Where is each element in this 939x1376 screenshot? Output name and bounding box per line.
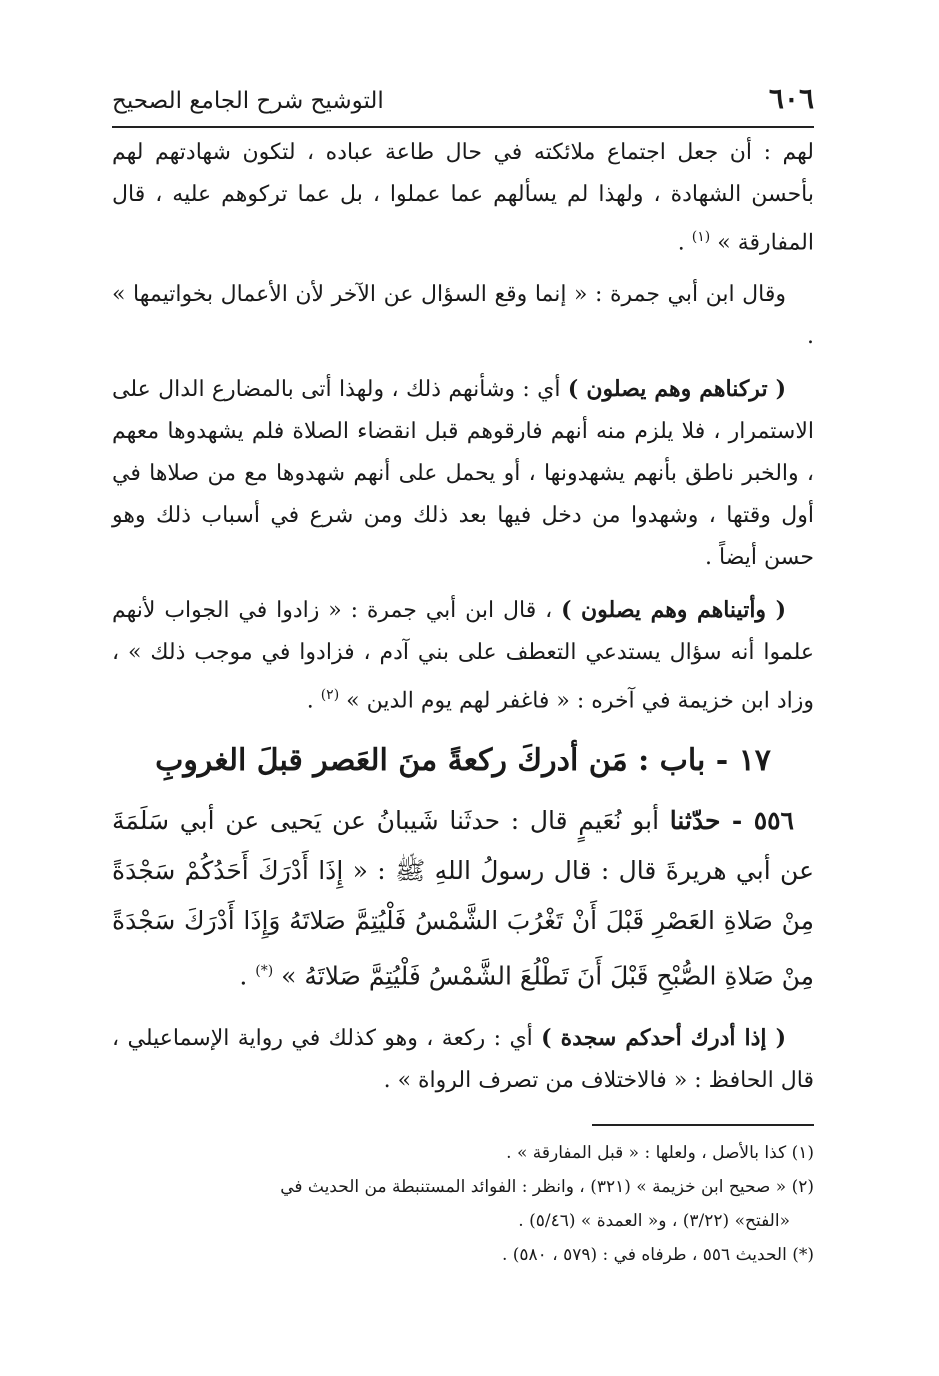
paragraph-text: وقال ابن أبي جمرة : « إنما وقع السؤال عن الآخر لأن الأعمال بخواتيمها » .: [112, 282, 814, 350]
footnote-1: (١) كذا بالأصل ، ولعلها : « قبل المفارقة » .: [506, 1142, 814, 1163]
footnote-2-line-2: «الفتح» (٣/٢٢) ، و« العمدة » (٥/٤٦) .: [518, 1210, 790, 1231]
paragraph-text: أي : وشأنهم ذلك ، ولهذا أتى بالمضارع الدال على الاستمرار ، فلا يلزم منه أنهم فارقوهم قبل انقضاء الصلاة فلم يشهدوها معهم ، والخبر ناطق بأنهم يشهدونها ، أو يحمل على أنهم شهدوها مع من صلاها في أول وقتها ، وشهدوا من دخل فيها بعد ذلك ومن شرع في أسباب ذلك وهو حسن أيضاً .: [112, 377, 814, 571]
footnote-3: (*) الحديث ٥٥٦ ، طرفاه في : (٥٧٩ ، ٥٨٠) .: [501, 1244, 814, 1265]
hadith-body: أبو نُعَيمٍ قال : حدثَنا شَيبانُ عن يَحيى عن أبي سَلَمَةَ عن أبي هريرةَ قال : قال رسولُ اللهِ ﷺ : « إِذَا أَدْرَكَ أَحَدُكُمْ سَجْدَةً مِنْ صَلاةِ العَصْرِ قَبْلَ أَنْ تَغْرُبَ الشَّمْسُ فَلْيُتِمَّ صَلاتَهُ وَإِذَا أَدْرَكَ سَجْدَةً مِنْ صَلاةِ الصُّبْحِ قَبْلَ أَنَ تَطْلُعَ الشَّمْسُ فَلْيُتِمَّ صَلاتَهُ »: [112, 805, 814, 990]
paragraph-text: لهم : أن جعل اجتماع ملائكته في حال طاعة عباده ، لتكون شهادتهم لهم بأحسن الشهادة ، ولهذا لم يسألهم عما عملوا ، بل عما تركوهم عليه ، قال المفارقة »: [112, 140, 814, 256]
quoted-phrase: ( إذا أدرك أحدكم سجدة ): [541, 1024, 787, 1051]
book-page: [112, 82, 814, 1272]
quoted-phrase: ( تركناهم وهم يصلون ): [567, 376, 787, 403]
hadith-number: ٥٥٦ - حدّثنا: [669, 805, 794, 835]
footnote-ref-star: (*): [255, 962, 274, 979]
paragraph-1: [112, 132, 814, 264]
running-title: التوشيح شرح الجامع الصحيح: [112, 88, 384, 114]
page-header: [112, 82, 814, 128]
paragraph-end: .: [677, 230, 692, 256]
hadith-end: .: [239, 960, 256, 990]
footnote-ref-1: (١): [691, 229, 711, 245]
paragraph-4: [112, 589, 814, 722]
paragraph-end: .: [306, 688, 321, 714]
paragraph-text: أي : ركعة ، وهو كذلك في رواية الإسماعيلي ، قال الحافظ : « فالاختلاف من تصرف الرواة » .: [112, 1025, 814, 1093]
paragraph-2: [112, 274, 814, 358]
footnote-divider: [592, 1124, 814, 1126]
footnote-ref-2: (٢): [320, 687, 340, 704]
chapter-title: ١٧ - باب : مَن أدركَ ركعةً منَ العَصر قبلَ الغروبِ: [155, 742, 771, 778]
paragraph-text: ، قال ابن أبي جمرة : « زادوا في الجواب لأنهم علموا أنه سؤال يستدعي التعطف على بني آدم ، فزادوا في موجب ذلك » ، وزاد ابن خزيمة في آخره : « فاغفر لهم يوم الدين »: [112, 598, 814, 714]
commentary-paragraph: [112, 1017, 814, 1102]
quoted-phrase: ( وأتيناهم وهم يصلون ): [561, 597, 786, 624]
footnote-2: [112, 1170, 814, 1238]
page-number: ٦٠٦: [768, 82, 814, 115]
paragraph-3: [112, 368, 814, 579]
footnote-2-line-1: (٢) « صحيح ابن خزيمة » (٣٢١) ، وانظر : الفوائد المستنبطة من الحديث في: [280, 1176, 814, 1197]
hadith-text: [112, 796, 814, 1001]
